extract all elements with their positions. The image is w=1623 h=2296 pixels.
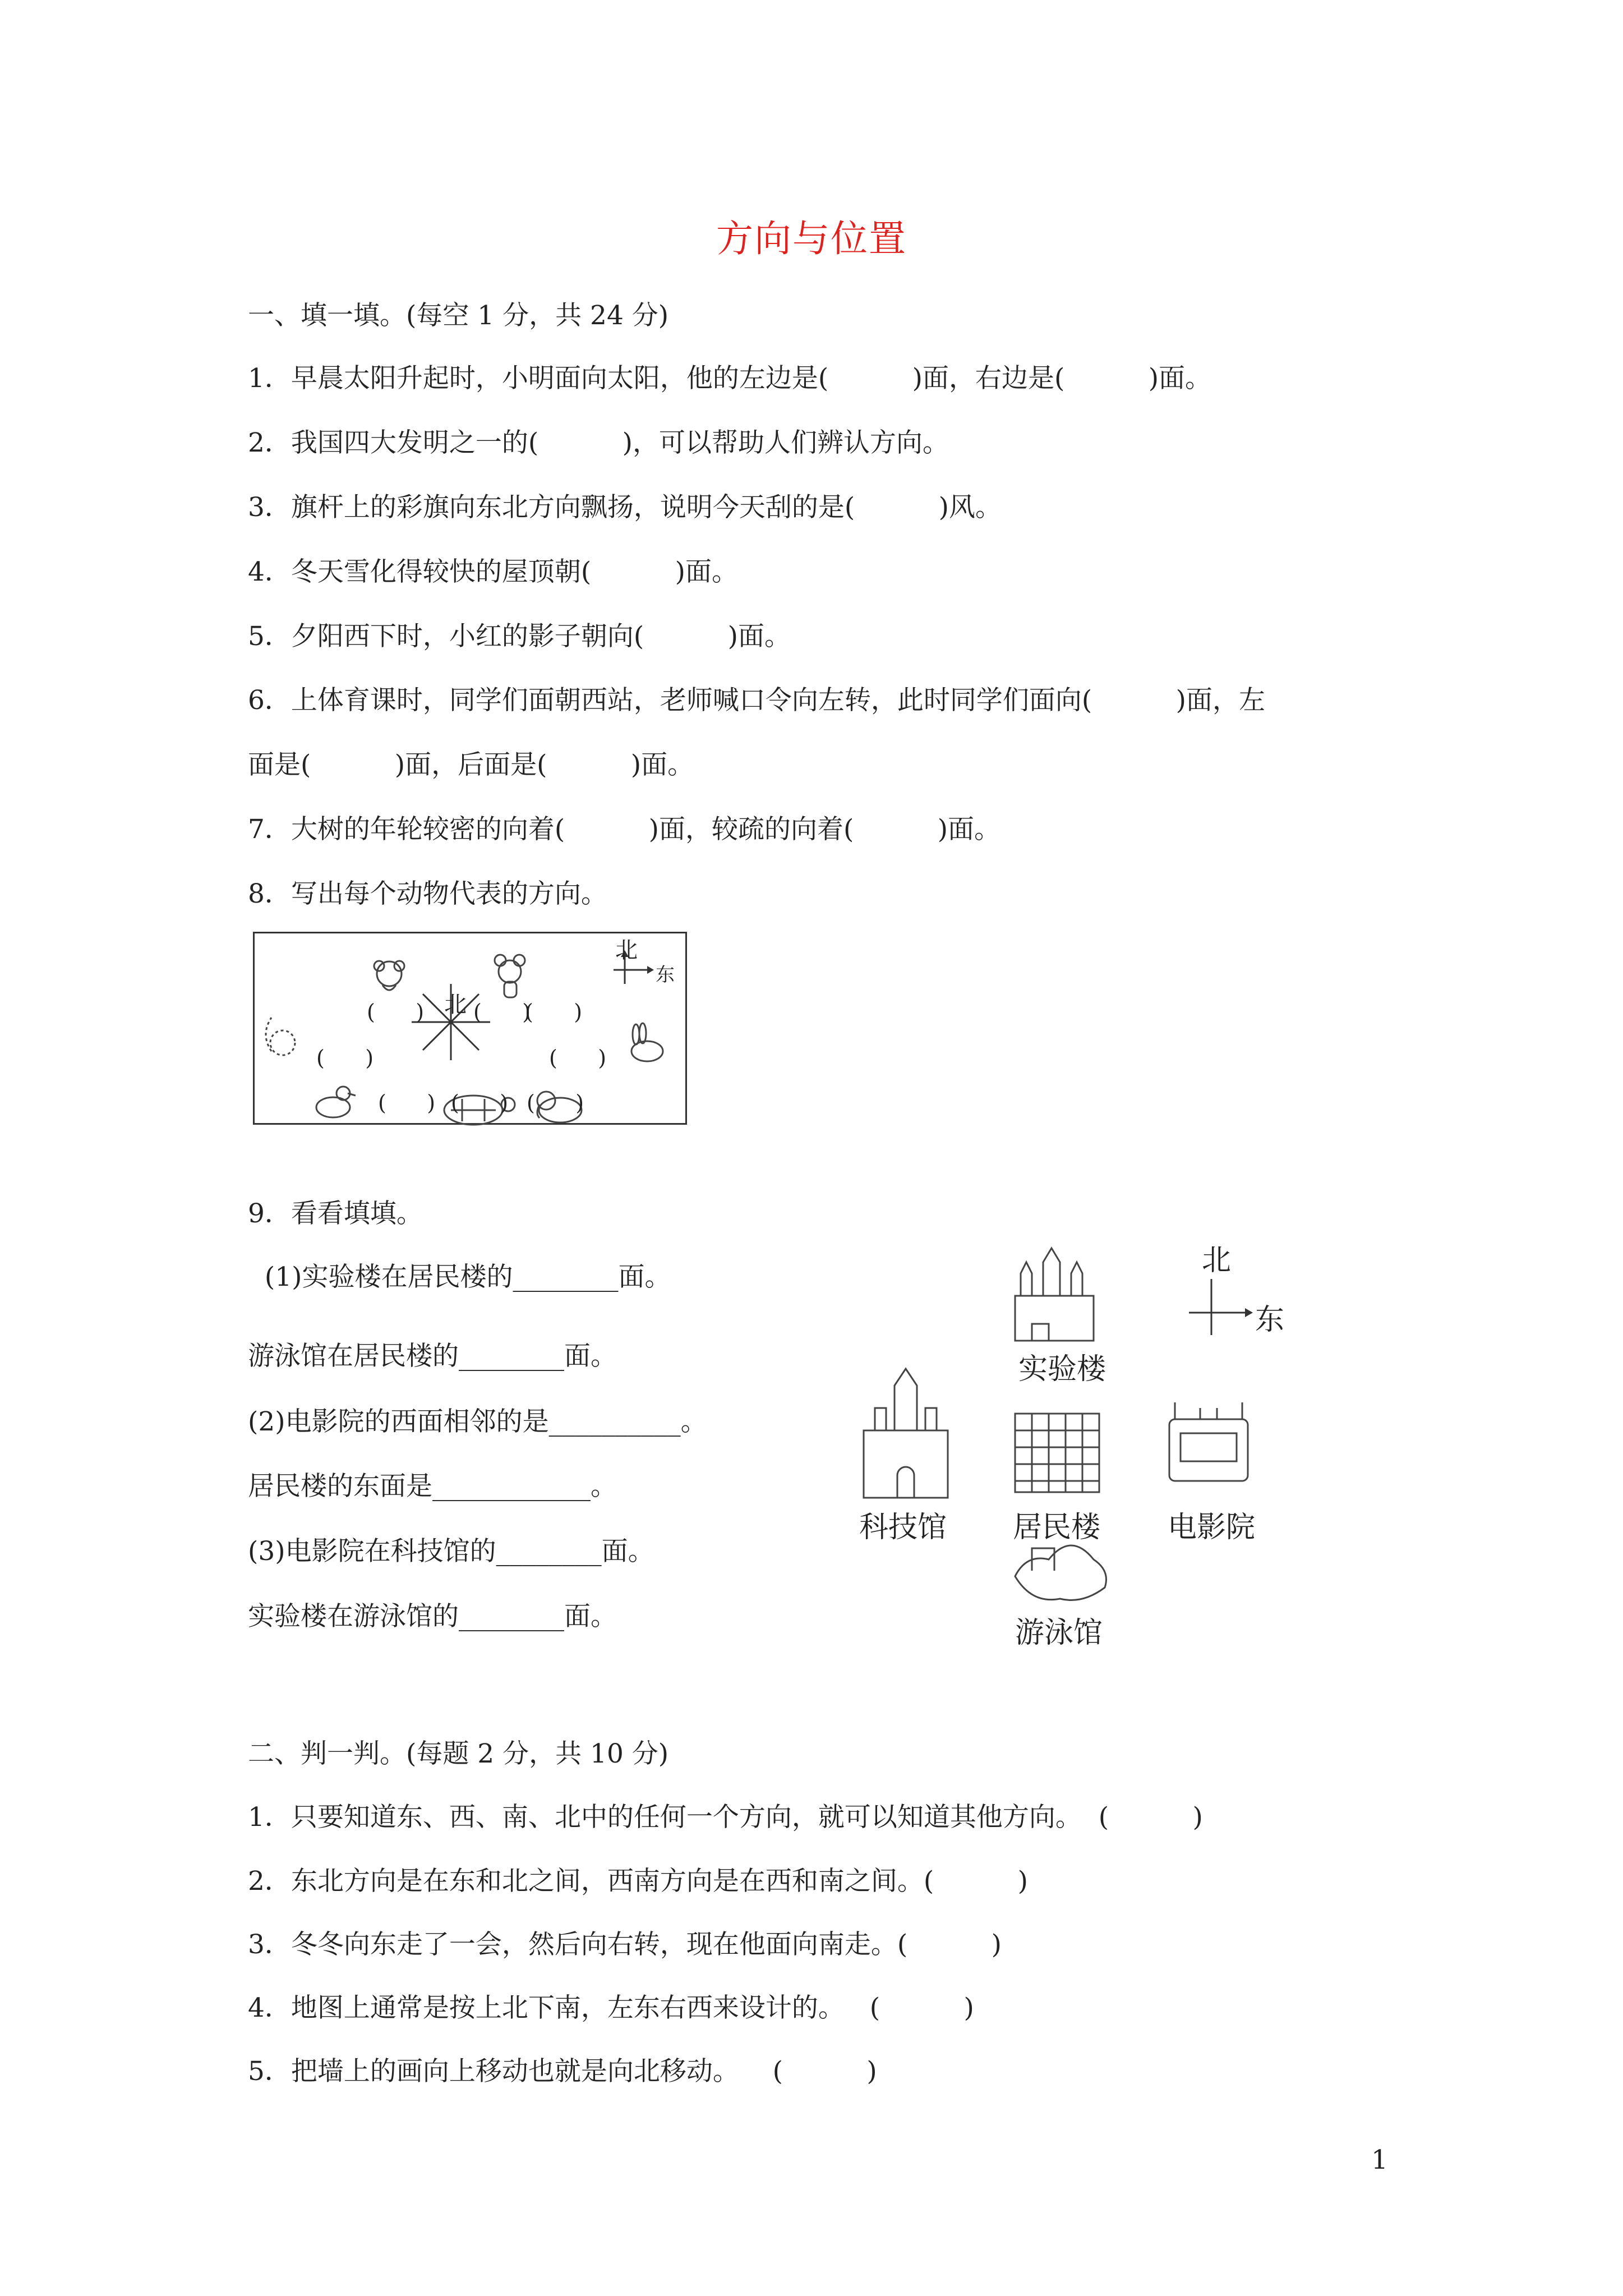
residence-building-icon xyxy=(1015,1414,1099,1492)
answer-slot-north[interactable]: ( ) xyxy=(473,1000,531,1024)
compass-east-label: 东 xyxy=(656,964,675,986)
answer-slot-northwest[interactable]: ( ) xyxy=(367,1000,425,1024)
lab-building-label: 实验楼 xyxy=(1018,1352,1106,1386)
question-8: 8．写出每个动物代表的方向。 xyxy=(248,878,607,909)
section1-heading: 一、填一填。(每空 1 分，共 24 分) xyxy=(248,300,669,331)
monkey-icon xyxy=(374,961,404,990)
question-5: 5．夕阳西下时，小红的影子朝向( )面。 xyxy=(248,621,791,652)
page-title: 方向与位置 xyxy=(716,217,907,260)
question-7: 7．大树的年轮较密的向着( )面，较疏的向着( )面。 xyxy=(248,814,1001,845)
answer-slot-southwest[interactable]: ( ) xyxy=(378,1091,436,1115)
science-museum-icon xyxy=(864,1369,948,1498)
cinema-building-icon xyxy=(1169,1402,1248,1481)
question-1: 1．早晨太阳升起时，小明面向太阳，他的左边是( )面，右边是( )面。 xyxy=(248,363,1212,394)
swimming-pool-label: 游泳馆 xyxy=(1015,1616,1103,1650)
judge-item-5: 5．把墙上的画向上移动也就是向北移动。 ( ) xyxy=(248,2056,877,2087)
answer-slot-south[interactable]: ( ) xyxy=(451,1091,509,1115)
question-9-line-3: (2)电影院的西面相邻的是__________。 xyxy=(248,1406,707,1437)
judge-item-2: 2．东北方向是在东和北之间，西南方向是在西和南之间。( ) xyxy=(248,1866,1028,1897)
question-2: 2．我国四大发明之一的( )，可以帮助人们辨认方向。 xyxy=(248,427,949,458)
question-9-line-1: (1)实验楼在居民楼的________面。 xyxy=(248,1262,671,1292)
question-9-line-4: 居民楼的东面是____________。 xyxy=(248,1471,617,1502)
compass-east-label: 东 xyxy=(1255,1303,1285,1337)
question-9: 9．看看填填。 xyxy=(248,1198,423,1229)
science-museum-label: 科技馆 xyxy=(859,1511,947,1544)
residence-building-label: 居民楼 xyxy=(1013,1511,1101,1544)
question-9-line-6: 实验楼在游泳馆的________面。 xyxy=(248,1601,617,1632)
compass-east-arrow-icon xyxy=(647,966,654,974)
compass-north-label: 北 xyxy=(615,937,638,963)
swimming-pool-icon xyxy=(1015,1545,1106,1600)
judge-item-4: 4．地图上通常是按上北下南，左东右西来设计的。 ( ) xyxy=(248,1993,974,2023)
question-6-line-1: 6．上体育课时，同学们面朝西站，老师喊口令向左转，此时同学们面向( )面，左 xyxy=(248,685,1265,716)
lab-building-icon xyxy=(1015,1248,1094,1341)
question-3: 3．旗杆上的彩旗向东北方向飘扬，说明今天刮的是( )风。 xyxy=(248,492,1002,523)
question-6-line-2: 面是( )面，后面是( )面。 xyxy=(248,749,694,780)
building-map-drawing xyxy=(852,1240,1312,1655)
question-9-line-2: 游泳馆在居民楼的________面。 xyxy=(248,1341,617,1372)
judge-item-3: 3．冬冬向东走了一会，然后向右转，现在他面向南走。( ) xyxy=(248,1929,1002,1960)
question-4: 4．冬天雪化得较快的屋顶朝( )面。 xyxy=(248,556,738,587)
answer-slot-east[interactable]: ( ) xyxy=(549,1046,607,1070)
building-map-diagram xyxy=(852,1240,1312,1655)
compass-north-label: 北 xyxy=(1202,1244,1232,1277)
answer-slot-northeast[interactable]: ( ) xyxy=(525,1000,583,1024)
animal-direction-diagram xyxy=(253,932,687,1125)
compass-east-arrow-icon xyxy=(1245,1308,1253,1317)
judge-item-1: 1．只要知道东、西、南、北中的任何一个方向，就可以知道其他方向。 ( ) xyxy=(248,1802,1203,1833)
answer-slot-southeast[interactable]: ( ) xyxy=(527,1091,584,1115)
squirrel-icon xyxy=(266,1018,295,1055)
question-9-line-5: (3)电影院在科技馆的________面。 xyxy=(248,1536,654,1567)
center-north-label: 北 xyxy=(444,992,467,1018)
page-number: 1 xyxy=(1371,2145,1388,2175)
section2-heading: 二、判一判。(每题 2 分，共 10 分) xyxy=(248,1738,669,1769)
answer-slot-west[interactable]: ( ) xyxy=(316,1046,374,1070)
duck-icon xyxy=(316,1087,356,1117)
mouse-icon xyxy=(495,955,525,997)
rabbit-icon xyxy=(631,1023,663,1061)
cinema-building-label: 电影院 xyxy=(1168,1511,1256,1544)
